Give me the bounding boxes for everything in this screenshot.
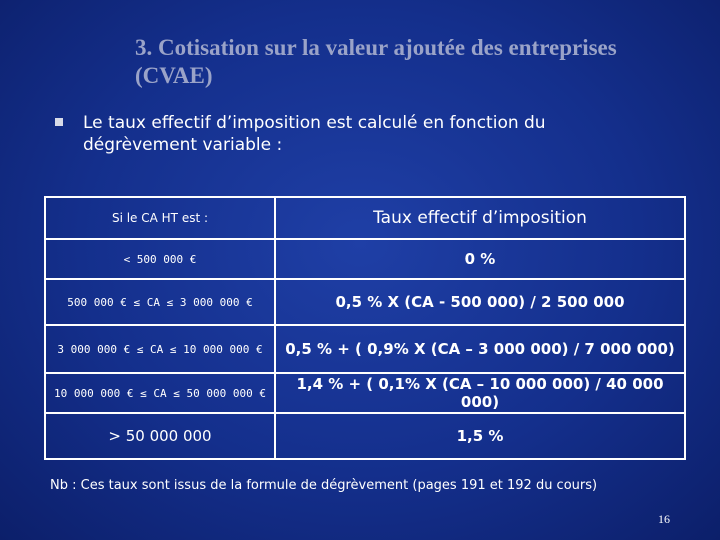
table-row <box>45 325 685 373</box>
footnote: Nb : Ces taux sont issus de la formule de dégrèvement (pages 191 et 192 du cours) <box>50 478 598 493</box>
tax-rate-table <box>44 196 686 460</box>
row-condition: > 50 000 000 <box>45 413 275 459</box>
row-rate: 1,5 % <box>275 413 685 459</box>
row-condition: < 500 000 € <box>45 239 275 279</box>
table-row <box>45 239 685 279</box>
bullet-text: Le taux effectif d’imposition est calculé en fonction du dégrèvement variable : <box>83 113 546 155</box>
square-bullet-icon <box>55 118 63 126</box>
header-condition: Si le CA HT est : <box>45 197 275 239</box>
row-rate: 0,5 % X (CA - 500 000) / 2 500 000 <box>275 279 685 325</box>
row-rate: 0,5 % + ( 0,9% X (CA – 3 000 000) / 7 000 000) <box>275 325 685 373</box>
table-header-row <box>45 197 685 239</box>
row-condition: 500 000 € ≤ CA ≤ 3 000 000 € <box>45 279 275 325</box>
row-condition: 3 000 000 € ≤ CA ≤ 10 000 000 € <box>45 325 275 373</box>
header-rate: Taux effectif d’imposition <box>275 197 685 239</box>
row-rate: 0 % <box>275 239 685 279</box>
row-rate: 1,4 % + ( 0,1% X (CA – 10 000 000) / 40 000 000) <box>275 373 685 413</box>
slide-title: 3. Cotisation sur la valeur ajoutée des entreprises (CVAE) <box>135 35 617 88</box>
table-row <box>45 279 685 325</box>
page-number: 16 <box>658 512 670 526</box>
table-row <box>45 373 685 413</box>
table-row <box>45 413 685 459</box>
row-condition: 10 000 000 € ≤ CA ≤ 50 000 000 € <box>45 373 275 413</box>
